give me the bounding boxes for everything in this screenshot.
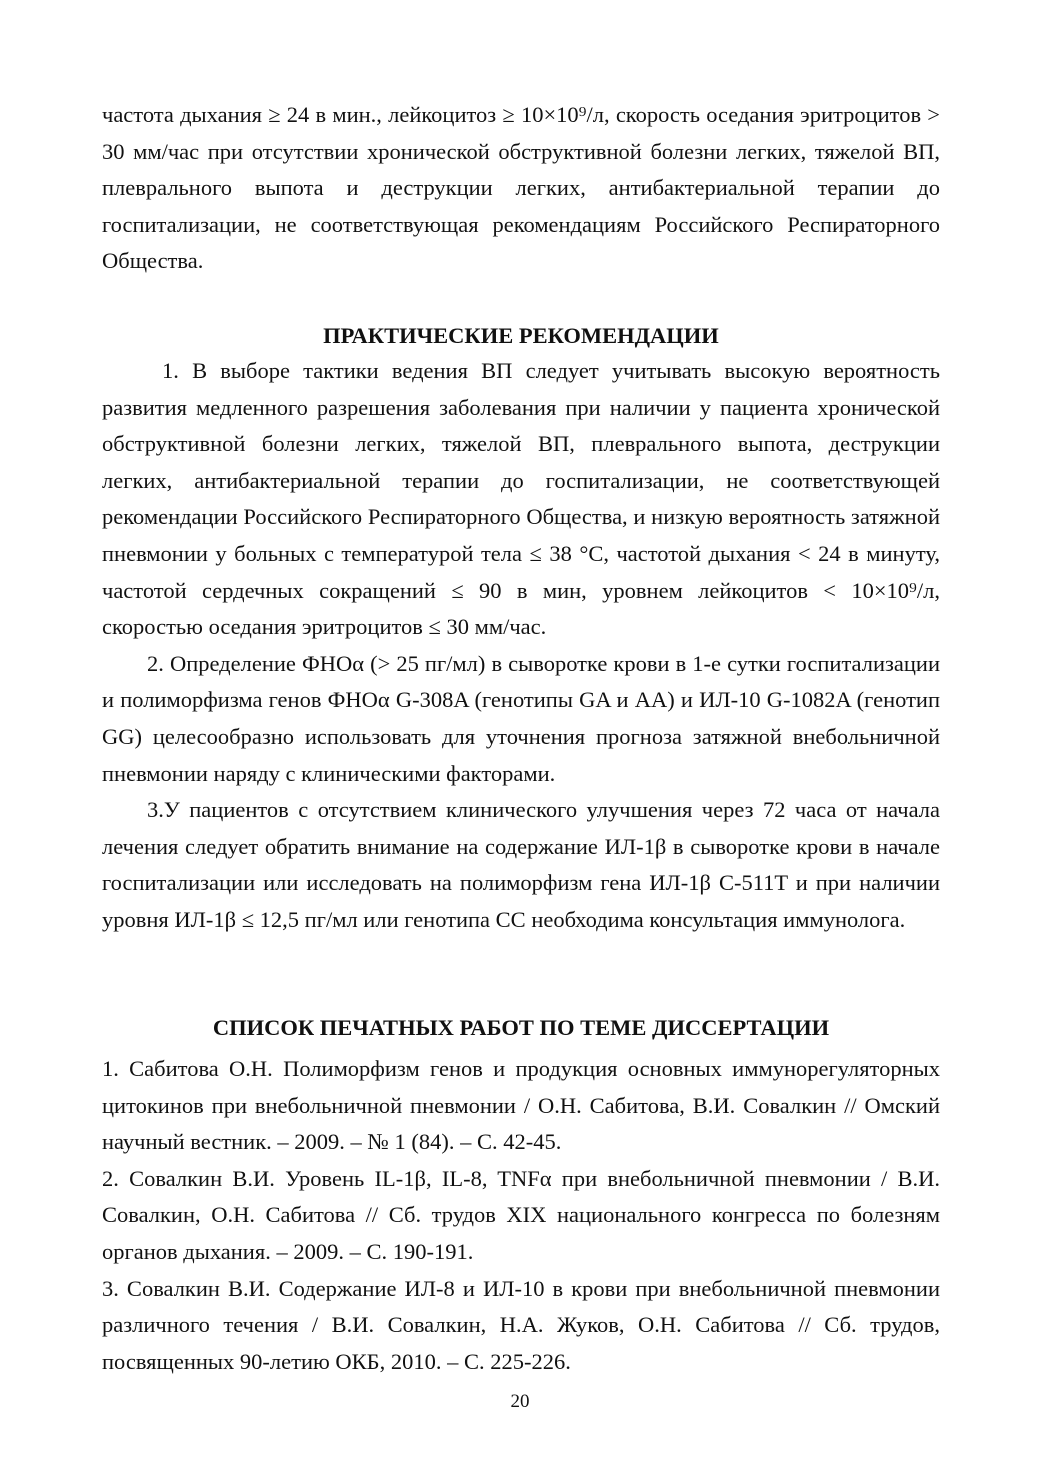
publications-heading: СПИСОК ПЕЧАТНЫХ РАБОТ ПО ТЕМЕ ДИССЕРТАЦИИ — [212, 1015, 830, 1040]
recommendation-item: 1. В выборе тактики ведения ВП следует учитывать высокую вероятность развития медленного разрешения заболевания при наличии у пациента хронической обструктивной болезни легких, тяжелой ВП, плеврального выпота, деструкции легких, антибактериальной терапии до госпитализации, не соответствующей рекомендации Российского Респираторного Общества, и низкую вероятность затяжной пневмонии у больных с температурой тела ≤ 38 °С, частотой дыхания < 24 в минуту, частотой сердечных сокращений ≤ 90 в мин, уровнем лейкоцитов < 10×10⁹/л, скоростью оседания эритроцитов ≤ 30 мм/час. — [102, 358, 940, 640]
publication-item: 2. Совалкин В.И. Уровень IL-1β, IL-8, TNFα при внебольничной пневмонии / В.И. Совалкин, О.Н. Сабитова // Сб. трудов XIX национального конгресса по болезням органов дыхания. – 2009. – С. 190-191. — [102, 1165, 940, 1264]
recommendation-item: 2. Определение ФНОα (> 25 пг/мл) в сыворотке крови в 1-е сутки госпитализации и полиморфизма генов ФНОα G-308A (генотипы GA и AA) и ИЛ-10 G-1082A (генотип GG) целесообразно использовать для уточнения прогноза затяжной внебольничной пневмонии наряду с клиническими факторами. — [102, 650, 940, 786]
recommendation-item: 3.У пациентов с отсутствием клинического улучшения через 72 часа от начала лечения следует обратить внимание на содержание ИЛ-1β в сыворотке крови в начале госпитализации или исследовать на полиморфизм гена ИЛ-1β C-511T и при наличии уровня ИЛ-1β ≤ 12,5 пг/мл или генотипа CC необходима консультация иммунолога. — [102, 797, 940, 932]
publication-item: 1. Сабитова О.Н. Полиморфизм генов и продукция основных иммунорегуляторных цитокинов при внебольничной пневмонии / О.Н. Сабитова, В.И. Совалкин // Омский научный вестник. – 2009. – № 1 (84). – С. 42-45. — [102, 1056, 940, 1155]
publication-item: 3. Совалкин В.И. Содержание ИЛ-8 и ИЛ-10 в крови при внебольничной пневмонии различного течения / В.И. Совалкин, Н.А. Жуков, О.Н. Сабитова // Сб. трудов, посвященных 90-летию ОКБ, 2010. – С. 225-226. — [102, 1275, 940, 1374]
page-number: 20 — [510, 1391, 530, 1412]
intro-paragraph: частота дыхания ≥ 24 в мин., лейкоцитоз ≥ 10×10⁹/л, скорость оседания эритроцитов > 30 мм/час при отсутствии хронической обструктивной болезни легких, тяжелой ВП, плеврального выпота и деструкции легких, антибактериальной терапии до госпитализации, не соответствующая рекомендациям Российского Респираторного Общества. — [102, 102, 940, 274]
publications-list — [102, 1051, 940, 1380]
intro-section — [102, 97, 940, 280]
recommendations-heading: ПРАКТИЧЕСКИЕ РЕКОМЕНДАЦИИ — [323, 323, 719, 348]
recommendations-list — [102, 353, 940, 939]
